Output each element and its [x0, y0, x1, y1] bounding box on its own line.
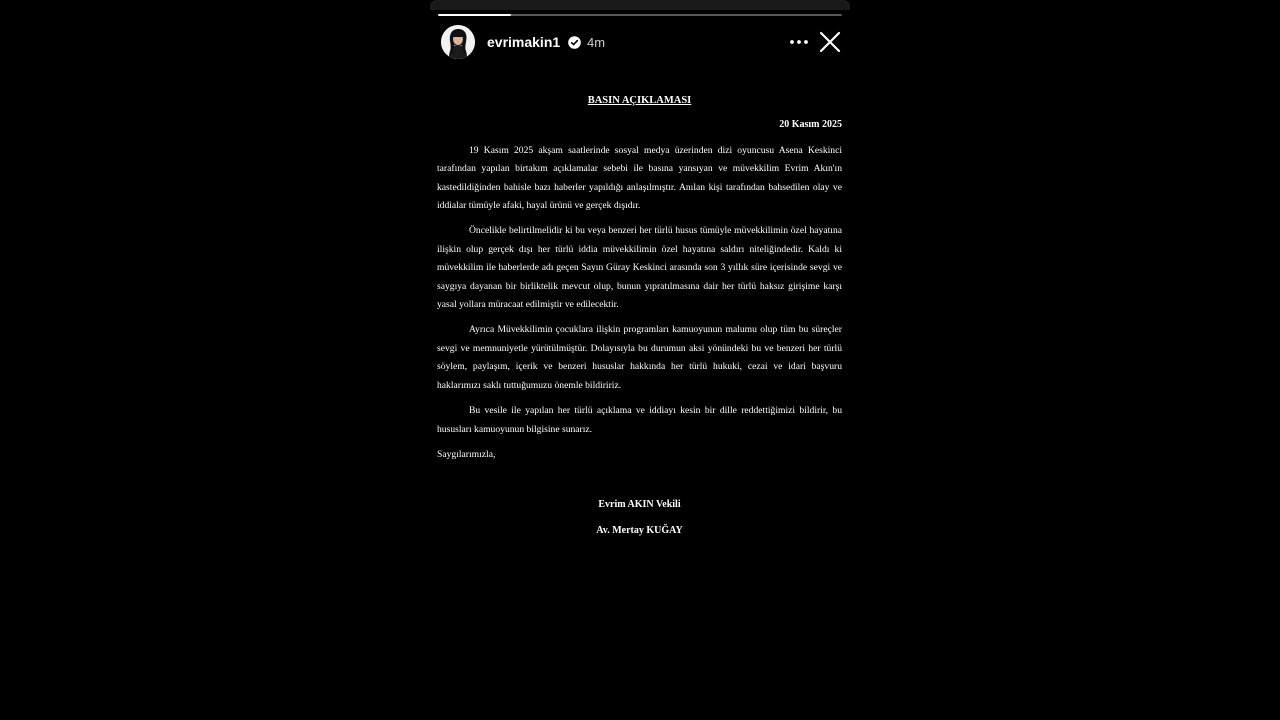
signature-line-1: Evrim AKIN Vekili: [598, 499, 681, 511]
more-options-icon[interactable]: [788, 33, 810, 51]
close-icon[interactable]: [819, 31, 841, 53]
verified-badge-icon: [568, 36, 581, 49]
document-paragraph-4: Bu vesile ile yapılan her türlü açıklama ve iddiayı kesin bir dille reddettiğimizi bildirir, bu hususları kamuoyunun bilgisine sunarız.: [437, 405, 842, 435]
signature-line-2: Av. Mertay KUĞAY: [596, 524, 683, 536]
story-header: [441, 25, 841, 59]
story-top-edge: [430, 0, 850, 10]
story-progress-fill: [438, 14, 511, 16]
story-progress-bar: [438, 14, 842, 16]
avatar[interactable]: [441, 25, 475, 59]
document-greeting: Saygılarımızla,: [437, 448, 496, 460]
press-release-document: [437, 92, 842, 547]
document-title: BASIN AÇIKLAMASI: [587, 95, 692, 106]
username[interactable]: evrimakin1: [487, 34, 561, 50]
document-paragraph-2: Öncelikle belirtilmelidir ki bu veya benzeri her türlü husus tümüyle müvekkilimin özel hayatına ilişkin olup gerçek dışı her türlü iddia müvekkilimin özel hayatına saldırı niteliğindedir. Kaldı ki müvekkilim ile haberlerde adı geçen Sayın Güray Keskinci arasında son 3 yıllık süre içerisinde sevgi ve saygıya dayanan bir birliktelik mevcut olup, bunun yıpratılmasına dair her türlü haksız girişime karşı yasal yollara müracaat edilmiştir ve edilecektir.: [437, 225, 842, 311]
document-paragraph-3: Ayrıca Müvekkilimin çocuklara ilişkin programları kamuoyunun malumu olup tüm bu süreçler sevgi ve memnuniyetle yürütülmüştür. Dolayısıyla bu durumun aksi yönündeki bu ve benzeri her türlü söylem, paylaşım, içerik ve benzeri hususlar hakkında her türlü hukuki, cezai ve idari başvuru haklarımızı saklı tuttuğumuzu önemle bildiririz.: [437, 324, 842, 391]
post-time: 4m: [587, 35, 606, 50]
document-date: 20 Kasım 2025: [779, 119, 842, 131]
document-paragraph-1: 19 Kasım 2025 akşam saatlerinde sosyal medya üzerinden dizi oyuncusu Asena Keskinci tarafından yapılan birtakım açıklamalar sebebi ile basına yansıyan ve müvekkilim Evrim Akın'ın kastedildiğinden bahisle bazı haberler yapıldığı anlaşılmıştır. Anılan kişi tarafından bahsedilen olay ve iddialar tümüyle afaki, hayal ürünü ve gerçek dışıdır.: [437, 144, 842, 212]
story-viewer[interactable]: [430, 0, 850, 720]
